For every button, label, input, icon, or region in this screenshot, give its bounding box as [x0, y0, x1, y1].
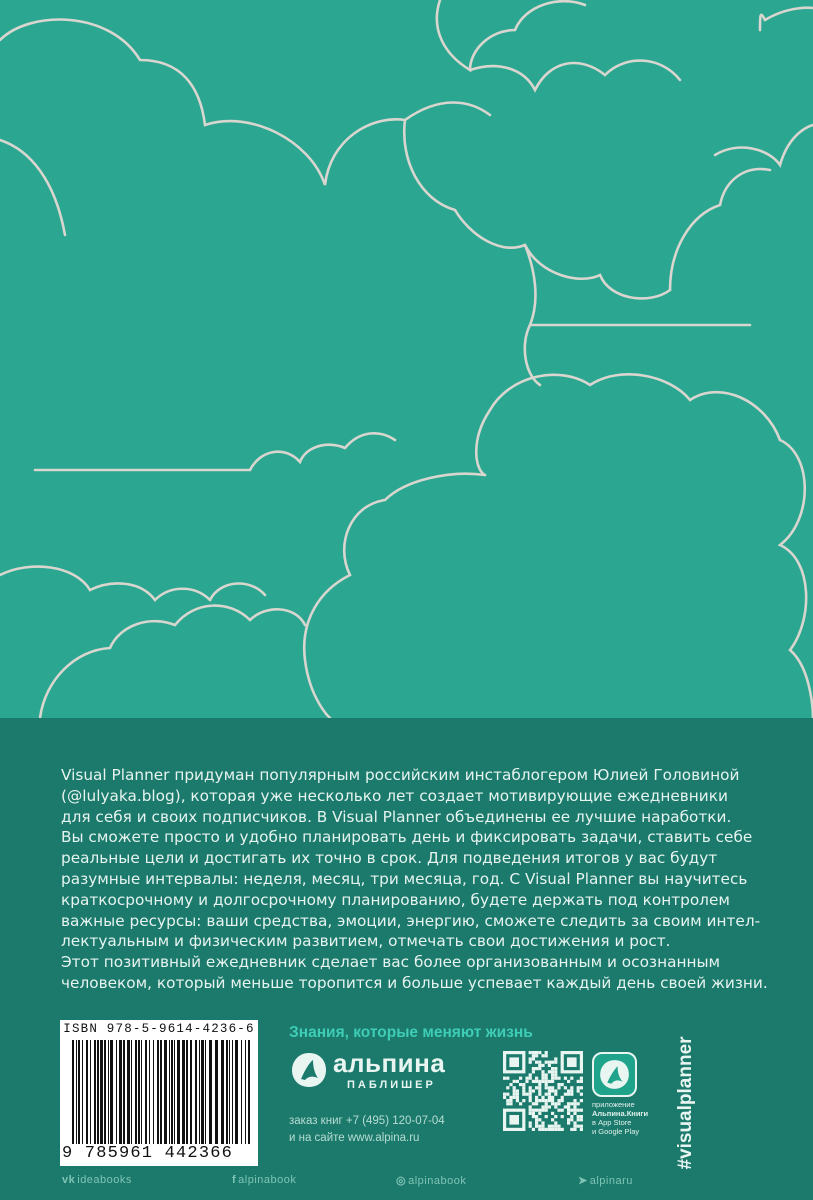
social-facebook[interactable] [232, 1174, 296, 1186]
description-line: (@lulyaka.blog), которая уже несколько лет создает мотивирующие ежедневники [61, 786, 728, 805]
app-caption-line: и Google Play [592, 1127, 640, 1136]
vk-icon: vk [62, 1174, 76, 1186]
publisher-name: альпина [333, 1048, 446, 1078]
description-line: важные ресурсы: ваши средства, эмоции, энергию, сможете следить за своим интел- [61, 911, 761, 930]
publisher-subname: ПАБЛИШЕР [347, 1079, 436, 1091]
description-line: Этот позитивный ежедневник сделает вас более организованным и осознанным [61, 953, 721, 972]
hashtag-text: #visualplanner [675, 1036, 696, 1170]
app-caption-line: в App Store [592, 1118, 632, 1127]
social-instagram-handle: alpinabook [408, 1175, 467, 1187]
telegram-icon: ➤ [578, 1175, 588, 1187]
order-site[interactable]: и на сайте www.alpina.ru [289, 1132, 420, 1144]
description-line: краткосрочному и долгосрочному планированию, будете держать под контролем [61, 890, 730, 909]
description-line: реальные цели и достигать их точно в срок. Для подведения итогов у вас будут [61, 849, 718, 868]
description-line: для себя и своих подписчиков. В Visual Planner объединены ее лучшие наработки. [61, 807, 732, 826]
description-line: человеком, который меньше торопится и больше успевает каждый день своей жизни. [61, 973, 768, 992]
qr-code [503, 1051, 583, 1131]
description-line: лектуальным и физическим развитием, отмечать свои достижения и рост. [61, 932, 671, 951]
social-vk-handle: ideabooks [77, 1174, 132, 1186]
app-caption-line: приложение [592, 1100, 635, 1109]
isbn-barcode [60, 1020, 258, 1166]
app-caption-line: Альпина.Книги [592, 1109, 649, 1118]
description-line: Вы сможете просто и удобно планировать день и фиксировать задачи, ставить себе [61, 828, 753, 847]
hashtag-vertical [671, 1023, 701, 1183]
app-store-caption [592, 1100, 662, 1136]
alpina-app-icon [592, 1052, 637, 1097]
book-description [61, 765, 768, 994]
social-instagram[interactable] [396, 1174, 466, 1187]
barcode-bars [62, 1040, 256, 1144]
description-line: разумные интервалы: неделя, месяц, три месяца, год. С Visual Planner вы научитесь [61, 869, 748, 888]
description-line: Visual Planner придуман популярным российским инстаблогером Юлией Головиной [61, 766, 740, 784]
ean-number: 9 785961 442366 [62, 1144, 234, 1163]
alpina-logo-mark [289, 1050, 329, 1090]
alpina-logo [289, 1050, 459, 1098]
instagram-icon: ◎ [396, 1175, 407, 1187]
social-vk[interactable] [62, 1174, 132, 1186]
order-phone: заказ книг +7 (495) 120-07-04 [289, 1115, 445, 1127]
isbn-number: ISBN 978-5-9614-4236-6 [63, 1022, 255, 1036]
social-telegram-handle: alpinaru [589, 1175, 633, 1187]
facebook-icon: f [232, 1174, 237, 1186]
social-telegram[interactable] [578, 1174, 633, 1187]
bottom-panel [0, 718, 813, 1200]
publisher-slogan: Знания, которые меняют жизнь [289, 1024, 533, 1041]
social-facebook-handle: alpinabook [238, 1174, 297, 1186]
